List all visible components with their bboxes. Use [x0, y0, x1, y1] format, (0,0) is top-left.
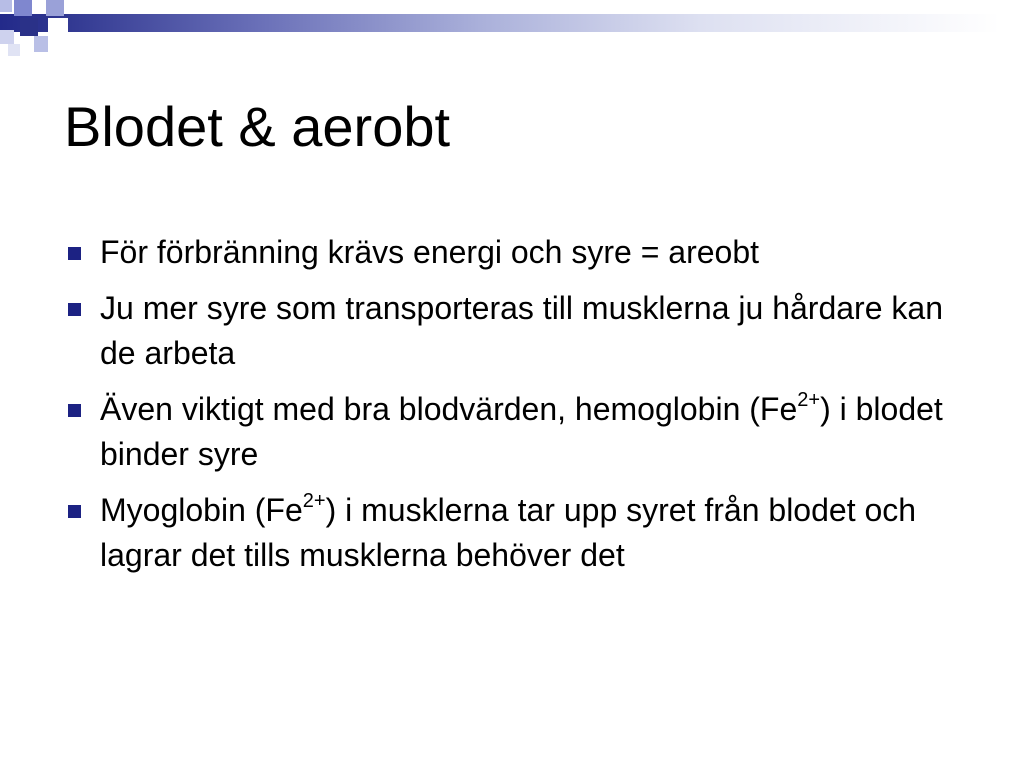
bullet-list — [64, 230, 964, 589]
bullet-text: Ju mer syre som transporteras till musklerna ju hårdare kan de arbeta — [100, 290, 943, 371]
square-bullet-icon — [68, 247, 81, 260]
bullet-item — [64, 488, 964, 578]
superscript-charge: 2+ — [797, 389, 821, 412]
bullet-text-start: Myoglobin (Fe — [100, 492, 303, 528]
bullet-text-end: ) i musklerna tar upp syret från blodet och lagrar det tills musklerna behöver det — [100, 492, 917, 573]
decorative-square — [0, 30, 14, 44]
decorative-square — [48, 18, 68, 36]
superscript-charge: 2+ — [302, 490, 326, 513]
square-bullet-icon — [68, 303, 81, 316]
decorative-square — [46, 0, 64, 16]
bullet-item — [64, 387, 964, 477]
decorative-square — [8, 44, 20, 56]
bullet-item — [64, 230, 964, 275]
slide-title: Blodet & aerobt — [64, 95, 451, 158]
bullet-text: För förbränning krävs energi och syre = areobt — [100, 234, 759, 270]
decorative-square — [20, 18, 38, 36]
decorative-square — [14, 0, 32, 16]
bullet-item — [64, 286, 964, 376]
header-gradient-band — [0, 14, 1024, 32]
bullet-text-end: ) i blodet binder syre — [100, 391, 943, 472]
square-bullet-icon — [68, 404, 81, 417]
decorative-square — [34, 36, 48, 52]
square-bullet-icon — [68, 505, 81, 518]
bullet-text-start: Även viktigt med bra blodvärden, hemoglobin (Fe — [100, 391, 798, 427]
decorative-square — [0, 0, 12, 12]
